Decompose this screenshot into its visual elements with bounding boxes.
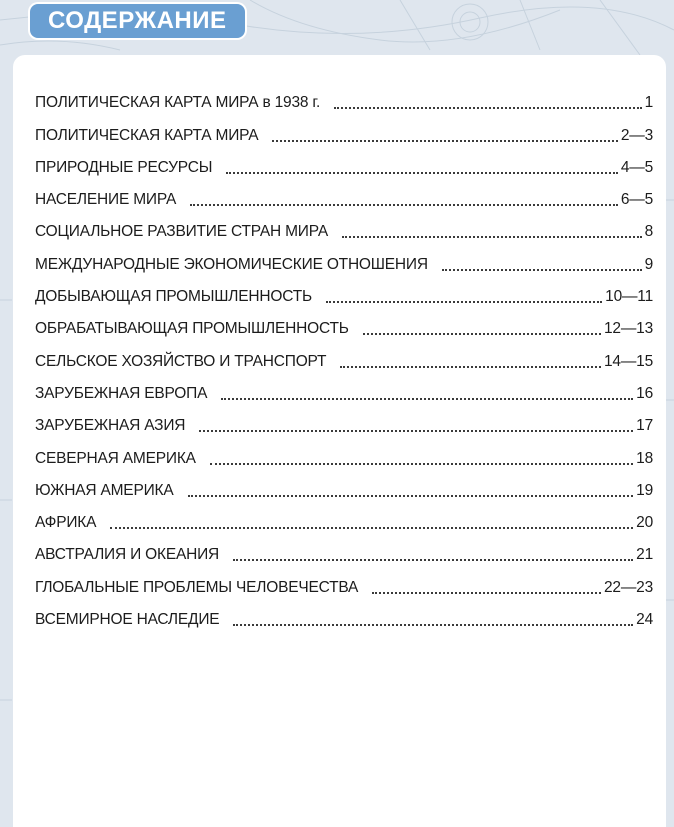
toc-entry[interactable] xyxy=(35,80,653,112)
toc-entry[interactable] xyxy=(35,597,653,629)
toc-entry-title: ДОБЫВАЮЩАЯ ПРОМЫШЛЕННОСТЬ xyxy=(35,288,312,306)
toc-entry-title: СЕВЕРНАЯ АМЕРИКА xyxy=(35,449,196,467)
toc-entry[interactable] xyxy=(35,145,653,177)
contents-panel xyxy=(13,55,666,827)
toc-entry-page: 22—23 xyxy=(604,578,653,596)
toc-dot-leader xyxy=(221,398,633,400)
toc-entry-title: ВСЕМИРНОЕ НАСЛЕДИЕ xyxy=(35,611,220,629)
toc-entry[interactable] xyxy=(35,209,653,241)
toc-entry-page: 2—3 xyxy=(620,126,653,144)
toc-entry-page: 18 xyxy=(636,449,653,467)
toc-entry-title: ЗАРУБЕЖНАЯ ЕВРОПА xyxy=(35,384,208,402)
toc-dot-leader xyxy=(188,495,634,497)
toc-dot-leader xyxy=(442,269,642,271)
toc-entry-title: СОЦИАЛЬНОЕ РАЗВИТИЕ СТРАН МИРА xyxy=(35,223,328,241)
toc-dot-leader xyxy=(210,463,633,465)
toc-entry-page: 17 xyxy=(636,417,653,435)
toc-dot-leader xyxy=(340,366,601,368)
toc-entry[interactable] xyxy=(35,403,653,435)
toc-entry[interactable] xyxy=(35,177,653,209)
section-title: СОДЕРЖАНИЕ xyxy=(48,7,227,34)
toc-entry-title: ПОЛИТИЧЕСКАЯ КАРТА МИРА xyxy=(35,126,259,144)
toc-entry-title: ПОЛИТИЧЕСКАЯ КАРТА МИРА в 1938 г. xyxy=(35,94,321,112)
toc-entry[interactable] xyxy=(35,468,653,500)
toc-dot-leader xyxy=(334,107,642,109)
toc-entry-page: 16 xyxy=(636,384,653,402)
toc-entry[interactable] xyxy=(35,371,653,403)
toc-entry-page: 12—13 xyxy=(604,320,653,338)
toc-entry[interactable] xyxy=(35,274,653,306)
toc-entry-title: НАСЕЛЕНИЕ МИРА xyxy=(35,191,177,209)
toc-dot-leader xyxy=(110,527,633,529)
toc-entry-title: ОБРАБАТЫВАЮЩАЯ ПРОМЫШЛЕННОСТЬ xyxy=(35,320,349,338)
toc-entry-page: 1 xyxy=(644,94,653,112)
toc-entry-title: ЗАРУБЕЖНАЯ АЗИЯ xyxy=(35,417,186,435)
toc-entry-page: 21 xyxy=(636,546,653,564)
toc-dot-leader xyxy=(233,624,633,626)
toc-dot-leader xyxy=(342,236,642,238)
toc-dot-leader xyxy=(190,204,618,206)
toc-entry-page: 8 xyxy=(644,223,653,241)
toc-entry-title: СЕЛЬСКОЕ ХОЗЯЙСТВО И ТРАНСПОРТ xyxy=(35,352,327,370)
toc-entry-title: ПРИРОДНЫЕ РЕСУРСЫ xyxy=(35,158,213,176)
toc-dot-leader xyxy=(326,301,602,303)
toc-dot-leader xyxy=(272,140,617,142)
toc-entry-page: 4—5 xyxy=(620,158,653,176)
toc-entry[interactable] xyxy=(35,112,653,144)
toc-entry[interactable] xyxy=(35,500,653,532)
toc-dot-leader xyxy=(226,172,618,174)
toc-entry[interactable] xyxy=(35,564,653,596)
table-of-contents xyxy=(35,80,653,629)
toc-entry-page: 19 xyxy=(636,481,653,499)
toc-entry[interactable] xyxy=(35,435,653,467)
toc-entry-title: ГЛОБАЛЬНЫЕ ПРОБЛЕМЫ ЧЕЛОВЕЧЕСТВА xyxy=(35,578,359,596)
toc-entry-page: 9 xyxy=(644,255,653,273)
toc-entry-title: АФРИКА xyxy=(35,514,97,532)
toc-entry[interactable] xyxy=(35,532,653,564)
toc-dot-leader xyxy=(363,333,601,335)
toc-entry[interactable] xyxy=(35,306,653,338)
toc-entry-page: 20 xyxy=(636,514,653,532)
toc-entry[interactable] xyxy=(35,338,653,370)
toc-entry-page: 10—11 xyxy=(605,288,653,306)
section-title-badge xyxy=(30,4,245,38)
toc-entry-title: ЮЖНАЯ АМЕРИКА xyxy=(35,481,174,499)
toc-entry-page: 14—15 xyxy=(604,352,653,370)
toc-entry[interactable] xyxy=(35,241,653,273)
toc-dot-leader xyxy=(233,559,633,561)
toc-entry-title: МЕЖДУНАРОДНЫЕ ЭКОНОМИЧЕСКИЕ ОТНОШЕНИЯ xyxy=(35,255,428,273)
toc-dot-leader xyxy=(372,592,601,594)
toc-entry-title: АВСТРАЛИЯ И ОКЕАНИЯ xyxy=(35,546,220,564)
toc-entry-page: 24 xyxy=(636,611,653,629)
toc-dot-leader xyxy=(199,430,633,432)
toc-entry-page: 6—5 xyxy=(620,191,653,209)
